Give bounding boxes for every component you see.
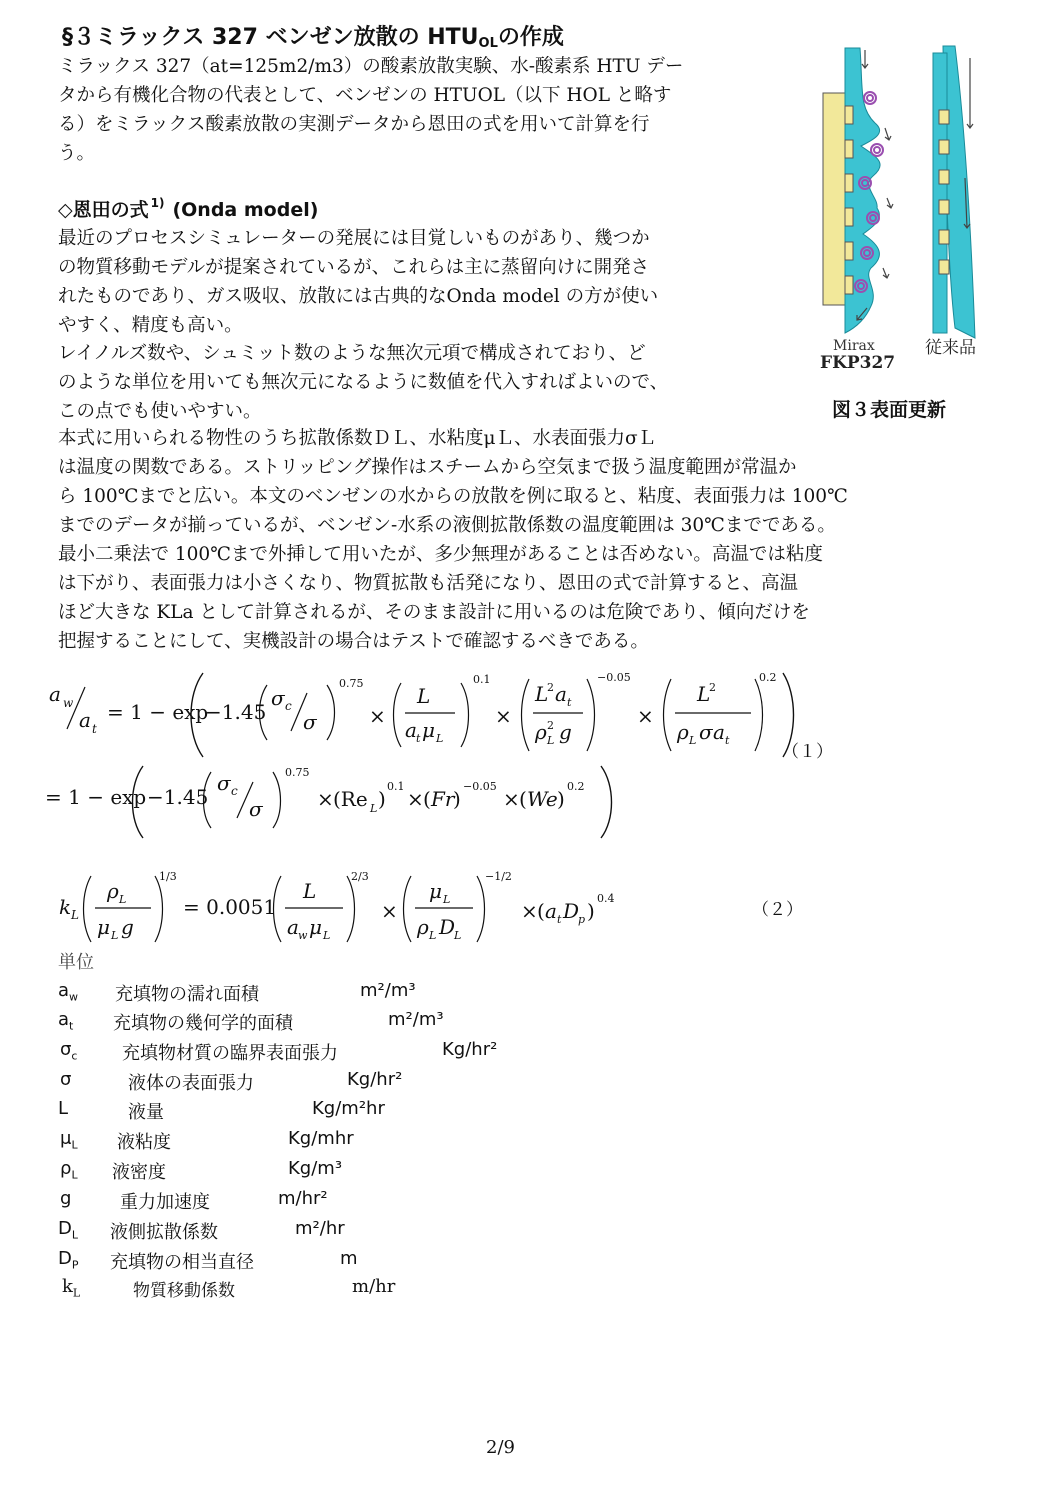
svg-text:a: a [79, 708, 91, 732]
svg-text:2: 2 [547, 681, 554, 694]
svg-text:L: L [547, 734, 555, 747]
svg-text:−1/2: −1/2 [485, 870, 512, 883]
text-line: は下がり、表面張力は小さくなり、物質拡散も活発になり、恩田の式で計算すると、高温 [58, 573, 799, 594]
unit-value: Kg/mhr [288, 1128, 354, 1149]
svg-text:a: a [405, 718, 417, 742]
svg-text:p: p [578, 913, 586, 926]
text-line: 把握することにして、実機設計の場合はテストで確認するべきである。 [58, 631, 649, 652]
intro-paragraph [58, 52, 683, 168]
svg-text:2/3: 2/3 [351, 870, 369, 883]
svg-text:w: w [63, 696, 74, 710]
svg-text:(: ( [537, 899, 545, 923]
svg-text:L: L [443, 893, 451, 906]
unit-desc: 液量 [128, 1102, 164, 1123]
svg-text:L: L [454, 929, 462, 942]
unit-value: m²/m³ [360, 980, 416, 1001]
svg-text:−1.45: −1.45 [147, 785, 209, 809]
svg-text:D: D [563, 899, 580, 923]
svg-text:ρ: ρ [417, 915, 429, 939]
text-line: ほど大きな KLa として計算されるが、そのまま設計に用いるのは危険であり、傾向だけを [58, 602, 810, 623]
text-line: やすく、精度も高い。 [58, 315, 243, 336]
paragraph-onda-intro [58, 224, 658, 340]
intro-line: タから有機化合物の代表として、ベンゼンの HTUOL（以下 HOL と略す [58, 85, 672, 106]
text-line: レイノルズ数や、シュミット数のような無次元項で構成されており、ど [58, 343, 646, 364]
text-line: れたものであり、ガス吸収、放散には古典的なOnda model の方が使い [58, 286, 659, 307]
svg-text:σ: σ [271, 686, 285, 710]
svg-text:σ: σ [217, 771, 231, 795]
unit-desc: 物質移動係数 [133, 1281, 235, 1301]
svg-text:μ: μ [97, 915, 110, 939]
surface-renewal-figure [815, 28, 1020, 368]
svg-text:g: g [121, 915, 134, 939]
svg-text:−0.05: −0.05 [597, 671, 631, 684]
text-line: 最小二乗法で 100℃まで外挿して用いたが、多少無理があることは否めない。高温では粘度 [58, 544, 823, 565]
svg-text:L: L [689, 734, 697, 747]
svg-text:t: t [725, 734, 730, 747]
unit-row: $k_L$ [62, 1276, 81, 1300]
svg-text:): ) [453, 787, 461, 811]
svg-text:−0.05: −0.05 [463, 780, 497, 793]
unit-row: $\mu_L$ [60, 1128, 78, 1152]
svg-text:0.2: 0.2 [567, 780, 585, 793]
equation-1-number: （１） [782, 742, 833, 762]
text-line: までのデータが揃っているが、ベンゼン-水系の液側拡散係数の温度範囲は 30℃までである。 [58, 515, 836, 536]
text-line: の物質移動モデルが提案されているが、これらは主に蒸留向けに開発さ [58, 257, 650, 278]
svg-text:0.4: 0.4 [597, 892, 615, 905]
text-line: 本式に用いられる物性のうち拡散係数ＤＬ、水粘度μＬ、水表面張力σＬ [58, 428, 657, 449]
paragraph-properties [58, 424, 848, 656]
svg-text:(: ( [423, 787, 431, 811]
svg-text:): ) [587, 899, 595, 923]
unit-value: m/hr² [278, 1188, 328, 1209]
svg-text:g: g [559, 720, 572, 744]
svg-text:L: L [429, 929, 437, 942]
unit-desc: 充填物の相当直径 [110, 1252, 254, 1273]
svg-text:0.1: 0.1 [473, 673, 491, 686]
svg-text:Fr: Fr [431, 787, 455, 811]
svg-text:L: L [535, 682, 549, 706]
svg-text:σ: σ [303, 710, 317, 734]
svg-text:t: t [92, 722, 97, 736]
unit-row: $D_L$ [58, 1218, 79, 1242]
svg-text:We: We [527, 787, 558, 811]
svg-text:1/3: 1/3 [159, 870, 177, 883]
svg-text:×: × [407, 787, 424, 811]
section-title: §３ミラックス 327 ベンゼン放散の $HTU_{OL}$の作成 [62, 25, 564, 51]
figure-label-conventional: 従来品 [925, 338, 976, 358]
svg-text:ρ: ρ [535, 720, 547, 744]
svg-text:0.75: 0.75 [285, 766, 310, 779]
unit-desc: 液密度 [112, 1162, 166, 1183]
svg-text:−1.45: −1.45 [205, 700, 267, 724]
text-line: のような単位を用いても無次元になるように数値を代入すればよいので、 [58, 372, 669, 393]
intro-line: う。 [58, 143, 96, 164]
svg-text:): ) [557, 787, 565, 811]
unit-row: $a_t$ [58, 1009, 74, 1033]
unit-desc: 充填物の濡れ面積 [115, 984, 259, 1005]
svg-text:w: w [298, 929, 308, 942]
equation-1-line-2 [45, 760, 645, 840]
unit-desc: 液粘度 [117, 1132, 171, 1153]
unit-row: $\rho_L$ [60, 1158, 78, 1182]
mirax-packing-plate [823, 93, 845, 305]
svg-text:2: 2 [709, 681, 716, 694]
svg-text:×: × [503, 787, 520, 811]
svg-text:L: L [370, 802, 378, 815]
unit-row: $D_P$ [58, 1248, 79, 1272]
unit-value: m [340, 1248, 358, 1269]
svg-text:×: × [369, 704, 386, 728]
unit-desc: 液体の表面張力 [128, 1073, 254, 1094]
unit-value: Kg/hr² [442, 1039, 498, 1060]
svg-text:k: k [59, 895, 72, 919]
svg-text:L: L [71, 908, 79, 922]
svg-text:×: × [521, 899, 538, 923]
svg-text:μ: μ [309, 915, 322, 939]
unit-value: m²/m³ [388, 1009, 444, 1030]
svg-text:σ: σ [249, 797, 263, 821]
svg-text:a: a [545, 899, 557, 923]
unit-value: m/hr [352, 1276, 396, 1297]
svg-text:μ: μ [422, 718, 435, 742]
svg-text:(Re: (Re [333, 787, 368, 811]
svg-text:L: L [111, 929, 119, 942]
svg-text:×: × [495, 704, 512, 728]
svg-text:0.2: 0.2 [759, 671, 777, 684]
svg-text:= 1 − exp: = 1 − exp [45, 785, 147, 809]
text-line: 最近のプロセスシミュレーターの発展には目覚しいものがあり、幾つか [58, 228, 650, 249]
figure-caption: 図３表面更新 [832, 399, 947, 421]
unit-desc: 充填物材質の臨界表面張力 [122, 1043, 338, 1064]
svg-text:L: L [323, 929, 331, 942]
svg-text:×: × [637, 704, 654, 728]
intro-line: ミラックス 327（at=125m2/m3）の酸素放散実験、水-酸素系 HTU デー [58, 56, 684, 77]
units-title: 単位 [58, 952, 94, 973]
svg-text:c: c [231, 784, 238, 798]
unit-row: L [58, 1098, 69, 1119]
figure-label-mirax: Mirax [833, 338, 875, 354]
svg-text:L: L [417, 684, 431, 708]
svg-text:a: a [287, 915, 299, 939]
svg-text:a: a [713, 720, 725, 744]
svg-text:a: a [555, 682, 567, 706]
svg-text:L: L [436, 732, 444, 745]
unit-row: g [60, 1188, 72, 1209]
unit-value: Kg/m²hr [312, 1098, 385, 1119]
svg-text:σ: σ [699, 720, 713, 744]
svg-text:D: D [439, 915, 456, 939]
unit-row: σ [60, 1069, 72, 1090]
text-line: は温度の関数である。ストリッピング操作はスチームから空気まで扱う温度範囲が常温か [58, 457, 797, 478]
svg-text:(: ( [519, 787, 527, 811]
svg-text:L: L [697, 682, 711, 706]
svg-text:L: L [119, 893, 127, 906]
svg-text:t: t [557, 913, 562, 926]
unit-row: $a_w$ [58, 980, 79, 1004]
svg-text:): ) [378, 787, 386, 811]
svg-text:ρ: ρ [677, 720, 689, 744]
unit-desc: 液側拡散係数 [110, 1222, 218, 1243]
equation-2-number: （２） [752, 900, 803, 920]
svg-text:a: a [49, 682, 61, 706]
equation-1-line-1 [45, 665, 825, 765]
unit-value: m²/hr [295, 1218, 345, 1239]
figure-label-fkp327: FKP327 [820, 353, 896, 368]
unit-value: Kg/m³ [288, 1158, 343, 1179]
text-line: この点でも使いやすい。 [58, 401, 262, 422]
svg-text:t: t [416, 732, 421, 745]
svg-text:0.75: 0.75 [339, 677, 364, 690]
svg-text:0.1: 0.1 [387, 780, 405, 793]
svg-text:μ: μ [429, 879, 442, 903]
unit-desc: 重力加速度 [120, 1192, 210, 1213]
svg-text:t: t [567, 696, 572, 709]
svg-text:×: × [317, 787, 334, 811]
unit-value: Kg/hr² [347, 1069, 403, 1090]
svg-text:×: × [381, 899, 398, 923]
svg-text:ρ: ρ [107, 879, 119, 903]
svg-text:c: c [285, 699, 292, 713]
equation-2 [55, 862, 675, 952]
page-number: 2/9 [486, 1437, 515, 1458]
paragraph-dimensionless [58, 339, 668, 426]
unit-row: $\sigma_c$ [60, 1039, 78, 1063]
svg-text:L: L [303, 879, 317, 903]
svg-text:= 1 − exp: = 1 − exp [107, 700, 209, 724]
onda-heading: ◇恩田の式 $^{1)}$ (Onda model) [58, 196, 319, 221]
svg-text:= 0.0051: = 0.0051 [183, 895, 277, 919]
unit-desc: 充填物の幾何学的面積 [113, 1013, 293, 1034]
svg-text:2: 2 [547, 719, 554, 732]
intro-line: る）をミラックス酸素放散の実測データから恩田の式を用いて計算を行 [58, 114, 650, 135]
text-line: ら 100℃までと広い。本文のベンゼンの水からの放散を例に取ると、粘度、表面張力は 100℃ [58, 486, 848, 507]
